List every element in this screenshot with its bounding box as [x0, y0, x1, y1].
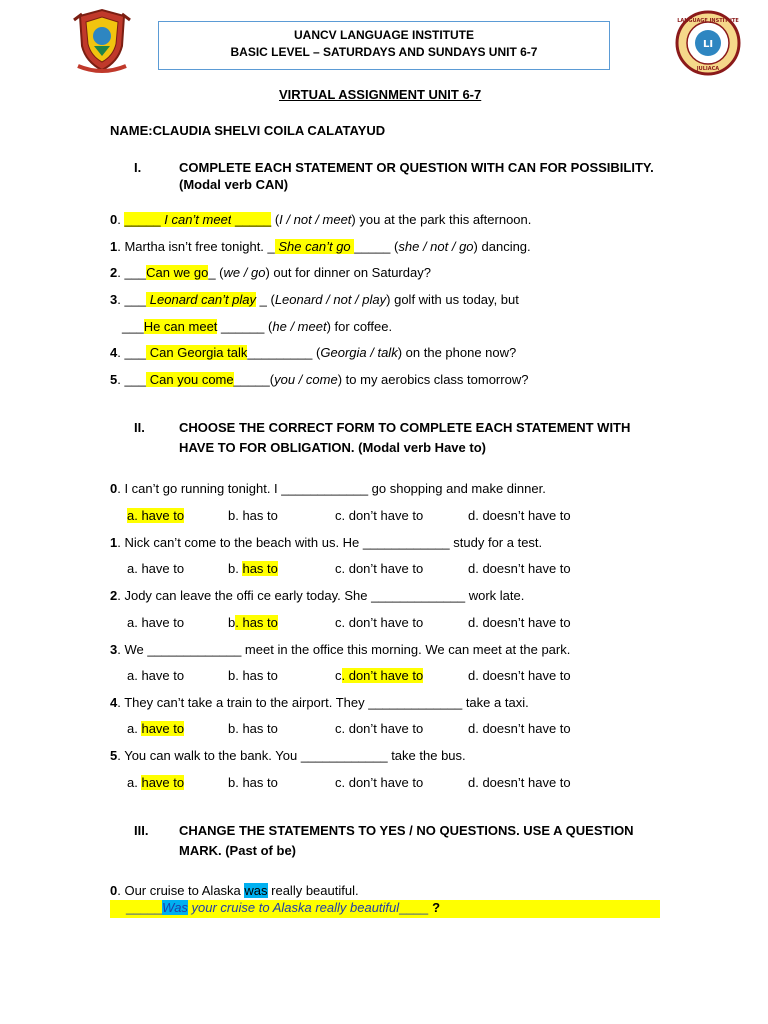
question-number: 2 [110, 265, 118, 280]
option-d: d. doesn’t have to [468, 508, 571, 523]
option-d: d. doesn’t have to [468, 721, 571, 736]
have-question-4: 4. They can’t take a train to the airport. They _____________ take a taxi. [110, 695, 529, 710]
assignment-title: VIRTUAL ASSIGNMENT UNIT 6-7 [279, 87, 482, 102]
language-institute-seal-logo [675, 10, 741, 76]
past-question-0: 0. Our cruise to Alaska was really beautiful. [110, 883, 359, 898]
question-number: 4 [110, 345, 118, 360]
option-a: a. have to [127, 561, 185, 576]
answer: He can meet [143, 319, 218, 334]
svg-text:LANGUAGE INSTITUTE: LANGUAGE INSTITUTE [677, 18, 739, 24]
have-question-1: 1. Nick can’t come to the beach with us. He ____________ study for a test. [110, 535, 543, 550]
section-3-number: III. [134, 823, 149, 838]
answer: Can Georgia talk [146, 345, 248, 360]
option-b: b. has to [228, 668, 278, 683]
section-3-heading-line-1: CHANGE THE STATEMENTS TO YES / NO QUESTIONS. USE A QUESTION [179, 823, 634, 838]
header-line-2: BASIC LEVEL – SATURDAYS AND SUNDAYS UNIT 6-7 [230, 45, 538, 59]
option-b: b. has to [228, 721, 278, 736]
answer: Can you come [146, 372, 234, 387]
section-2-heading-line-2: HAVE TO FOR OBLIGATION. (Modal verb Have to) [179, 440, 486, 455]
option-b-selected: b. has to [228, 561, 278, 576]
section-3-heading-line-2: MARK. (Past of be) [179, 843, 296, 858]
option-a-selected: a. have to [127, 721, 185, 736]
can-question-5: 5. ___ Can you come_____(you / come) to my aerobics class tomorrow? [110, 372, 529, 387]
can-question-4: 4. ___ Can Georgia talk_________ (Georgia / talk) on the phone now? [110, 345, 517, 360]
section-2-number: II. [134, 420, 145, 435]
question-number: 5 [110, 372, 118, 387]
answer: I can’t meet [160, 212, 232, 227]
answer: She can’t go [274, 239, 355, 254]
have-question-0: 0. I can’t go running tonight. I ____________ go shopping and make dinner. [110, 481, 546, 496]
option-a-selected: a. have to [127, 775, 185, 790]
option-c: c. don’t have to [335, 615, 424, 630]
option-b: b. has to [228, 775, 278, 790]
option-b-selected: b. has to [228, 615, 278, 630]
header-box [158, 21, 610, 70]
university-crest-logo [72, 6, 132, 74]
question-number: 1 [110, 239, 118, 254]
section-2-heading-line-1: CHOOSE THE CORRECT FORM TO COMPLETE EACH STATEMENT WITH [179, 420, 631, 435]
option-b: b. has to [228, 508, 278, 523]
option-a-selected: a. have to [127, 508, 185, 523]
have-question-5: 5. You can walk to the bank. You ____________ take the bus. [110, 748, 466, 763]
section-1-number: I. [134, 160, 142, 175]
option-d: d. doesn’t have to [468, 668, 571, 683]
option-c-selected: c. don’t have to [335, 668, 424, 683]
question-number: 3 [110, 292, 118, 307]
can-question-1: 1. Martha isn’t free tonight. _ She can’t go _____ (she / not / go) dancing. [110, 239, 531, 254]
can-question-3-continued: ___He can meet ______ (he / meet) for coffee. [122, 319, 393, 334]
option-a: a. have to [127, 615, 185, 630]
section-1-heading-line-2: (Modal verb CAN) [179, 177, 289, 192]
can-question-2: 2. ___Can we go_ (we / go) out for dinner on Saturday? [110, 265, 431, 280]
option-d: d. doesn’t have to [468, 615, 571, 630]
can-question-0: 0. _____ I can’t meet _____ (I / not / meet) you at the park this afternoon. [110, 212, 532, 227]
option-c: c. don’t have to [335, 721, 424, 736]
question-number: 0 [110, 212, 118, 227]
header-line-1: UANCV LANGUAGE INSTITUTE [294, 28, 474, 42]
section-1-heading-line-1: COMPLETE EACH STATEMENT OR QUESTION WITH CAN FOR POSSIBILITY. [179, 160, 654, 175]
answer: Can we go [146, 265, 209, 280]
have-question-3: 3. We _____________ meet in the office this morning. We can meet at the park. [110, 642, 571, 657]
option-d: d. doesn’t have to [468, 561, 571, 576]
answer: Leonard can’t play [146, 292, 257, 307]
svg-text:JULIACA: JULIACA [696, 66, 720, 72]
can-question-3: 3. ___ Leonard can’t play _ (Leonard / not / play) golf with us today, but [110, 292, 519, 307]
have-0-options [127, 508, 184, 523]
option-a: a. have to [127, 668, 185, 683]
student-name: NAME:CLAUDIA SHELVI COILA CALATAYUD [110, 123, 386, 138]
option-c: c. don’t have to [335, 508, 424, 523]
svg-text:LI: LI [702, 39, 714, 50]
option-c: c. don’t have to [335, 561, 424, 576]
option-c: c. don’t have to [335, 775, 424, 790]
have-question-2: 2. Jody can leave the offi ce early today. She _____________ work late. [110, 588, 525, 603]
option-d: d. doesn’t have to [468, 775, 571, 790]
past-answer-0: _____Was your cruise to Alaska really beautiful____ ? [110, 900, 660, 918]
